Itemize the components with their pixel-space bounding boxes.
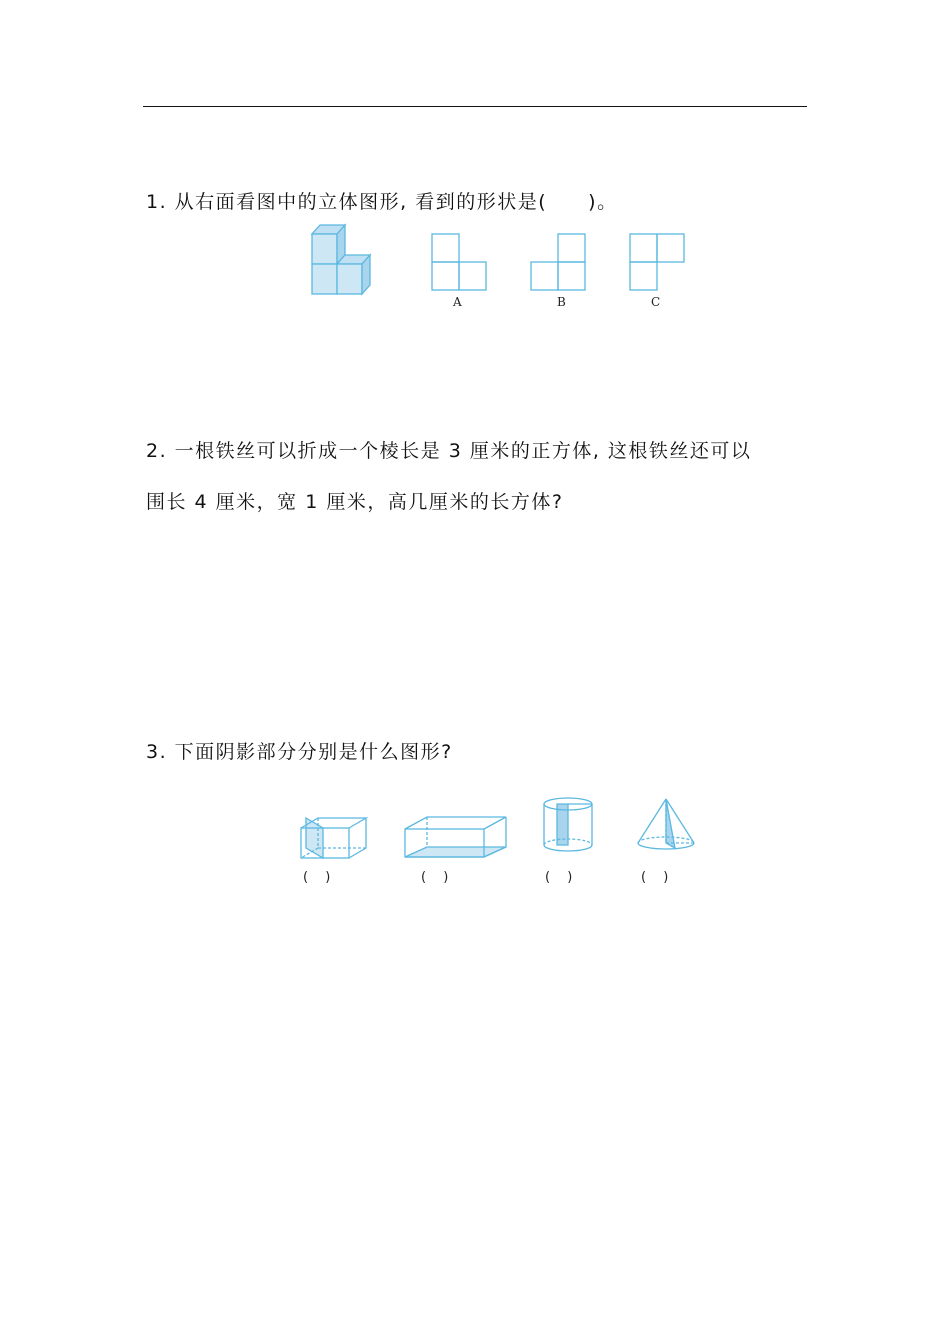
q1-option-c-label: C	[651, 295, 661, 309]
q3-answer-blank-3: ( )	[545, 870, 573, 885]
q3-answer-blank-2: ( )	[421, 870, 449, 885]
question-1-text: 1. 从右面看图中的立体图形, 看到的形状是( )。	[146, 191, 618, 213]
question-2-line-1: 2. 一根铁丝可以折成一个棱长是 3 厘米的正方体, 这根铁丝还可以	[146, 440, 752, 462]
q3-cone-figure	[633, 796, 699, 854]
header-rule	[143, 106, 807, 107]
question-2-line-2: 围长 4 厘米，宽 1 厘米，高几厘米的长方体?	[146, 491, 564, 513]
q3-answer-blank-1: ( )	[303, 870, 331, 885]
q1-option-a-label: A	[453, 295, 462, 309]
question-3-text: 3. 下面阴影部分分别是什么图形?	[146, 741, 453, 763]
q3-answer-blank-4: ( )	[641, 870, 669, 885]
q3-cube-figure	[298, 815, 372, 860]
q3-cylinder-figure	[538, 796, 598, 854]
q1-option-a-shape	[430, 232, 490, 292]
q3-cuboid-figure	[402, 815, 512, 860]
q1-option-b-shape	[529, 232, 589, 292]
q1-solid-figure	[305, 220, 387, 302]
q1-option-b-label: B	[557, 295, 566, 309]
q1-option-c-shape	[628, 232, 688, 292]
